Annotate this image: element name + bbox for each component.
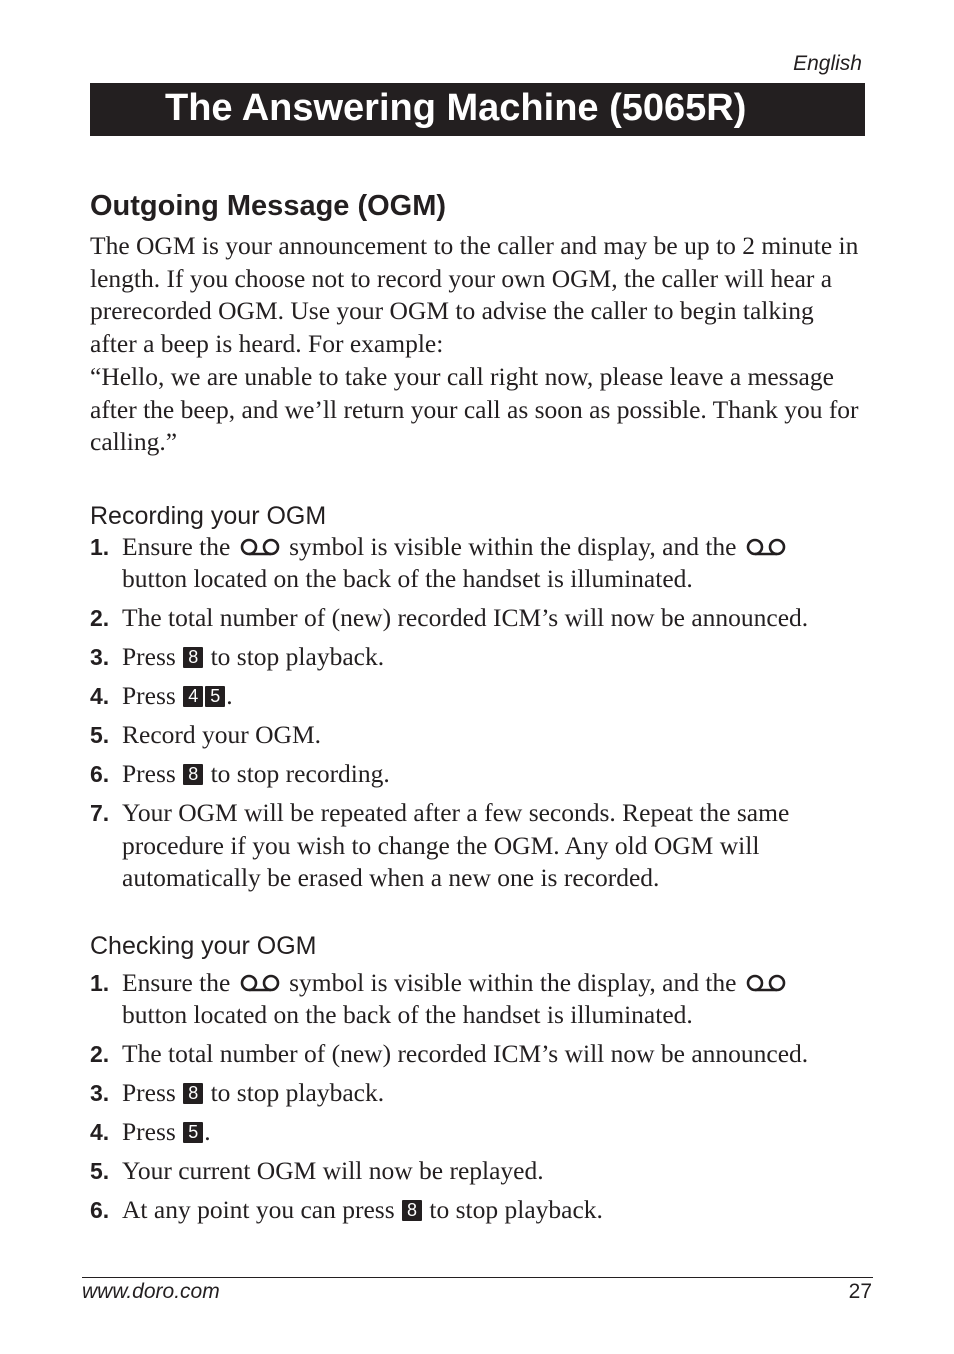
list-item bbox=[90, 1155, 865, 1188]
step-text: . bbox=[226, 681, 233, 711]
footer-divider bbox=[82, 1277, 873, 1278]
keypad-key-icon: 8 bbox=[183, 647, 203, 668]
step-text: Your current OGM will now be replayed. bbox=[122, 1156, 544, 1186]
step-text: symbol is visible within the display, and the bbox=[289, 967, 737, 997]
step-number: 5. bbox=[90, 1158, 110, 1185]
keypad-key-icon: 8 bbox=[183, 1083, 203, 1104]
step-text: Your OGM will be repeated after a few seconds. Repeat the same procedure if you wish to change the OGM. Any old OGM will automatically be erased when a new one is recorded. bbox=[122, 798, 790, 893]
step-text: symbol is visible within the display, and the bbox=[289, 531, 737, 561]
subheading-checking: Checking your OGM bbox=[90, 931, 317, 960]
step-text: to stop playback. bbox=[210, 642, 385, 672]
step-text: Press bbox=[122, 759, 176, 789]
footer-url: www.doro.com bbox=[82, 1280, 220, 1303]
page-title: The Answering Machine (5065R) bbox=[165, 87, 747, 129]
language-label: English bbox=[793, 52, 862, 75]
step-text: Ensure the bbox=[122, 531, 231, 561]
step-text: Ensure the bbox=[122, 967, 231, 997]
list-item bbox=[90, 680, 865, 713]
step-number: 1. bbox=[90, 969, 110, 996]
step-number: 3. bbox=[90, 644, 110, 671]
recording-steps bbox=[90, 531, 865, 895]
list-item bbox=[90, 1077, 865, 1110]
page-content bbox=[90, 186, 865, 1233]
keypad-key-icon: 8 bbox=[183, 764, 203, 785]
list-item bbox=[90, 1038, 865, 1071]
step-text: . bbox=[204, 1117, 211, 1147]
list-item bbox=[90, 1116, 865, 1149]
step-number: 2. bbox=[90, 1041, 110, 1068]
tape-reels-icon bbox=[745, 538, 787, 556]
section-heading-ogm: Outgoing Message (OGM) bbox=[90, 190, 447, 222]
keypad-key-icon: 5 bbox=[183, 1122, 203, 1143]
keypad-key-icon: 5 bbox=[205, 686, 225, 707]
step-number: 1. bbox=[90, 533, 110, 560]
list-item bbox=[90, 531, 865, 596]
step-text: Press bbox=[122, 642, 176, 672]
step-text: to stop recording. bbox=[210, 759, 390, 789]
list-item bbox=[90, 758, 865, 791]
step-number: 4. bbox=[90, 683, 110, 710]
step-text: The total number of (new) recorded ICM’s will now be announced. bbox=[122, 603, 809, 633]
step-text: button located on the back of the handset is illuminated. bbox=[122, 1000, 693, 1030]
step-number: 6. bbox=[90, 1197, 110, 1224]
step-text: Press bbox=[122, 1117, 176, 1147]
ogm-paragraph-1: The OGM is your announcement to the caller and may be up to 2 minute in length. If you choose not to record your own OGM, the caller will hear a prerecorded OGM. Use your OGM to advise the caller to begin talking after a beep is heard. For example: bbox=[90, 231, 859, 359]
step-number: 3. bbox=[90, 1080, 110, 1107]
step-text: button located on the back of the handset is illuminated. bbox=[122, 564, 693, 594]
page-number: 27 bbox=[848, 1280, 872, 1303]
step-text: Press bbox=[122, 1078, 176, 1108]
step-number: 5. bbox=[90, 722, 110, 749]
step-text: At any point you can press bbox=[122, 1195, 395, 1225]
list-item bbox=[90, 797, 865, 895]
ogm-paragraph-2: “Hello, we are unable to take your call right now, please leave a message after the beep, and we’ll return your call as soon as possible. Thank you for calling.” bbox=[90, 361, 859, 457]
tape-reels-icon bbox=[239, 974, 281, 992]
step-text: The total number of (new) recorded ICM’s will now be announced. bbox=[122, 1039, 809, 1069]
list-item bbox=[90, 1194, 865, 1227]
step-number: 2. bbox=[90, 605, 110, 632]
list-item bbox=[90, 641, 865, 674]
list-item bbox=[90, 719, 865, 752]
step-text: Record your OGM. bbox=[122, 720, 322, 750]
checking-steps bbox=[90, 967, 865, 1227]
step-number: 7. bbox=[90, 800, 110, 827]
tape-reels-icon bbox=[239, 538, 281, 556]
list-item bbox=[90, 967, 865, 1032]
subheading-recording: Recording your OGM bbox=[90, 501, 327, 530]
list-item bbox=[90, 602, 865, 635]
step-number: 6. bbox=[90, 761, 110, 788]
step-text: to stop playback. bbox=[429, 1195, 603, 1225]
step-number: 4. bbox=[90, 1119, 110, 1146]
step-text: to stop playback. bbox=[210, 1078, 385, 1108]
tape-reels-icon bbox=[745, 974, 787, 992]
keypad-key-icon: 4 bbox=[183, 686, 203, 707]
page-title-bar bbox=[90, 83, 865, 136]
step-text: Press bbox=[122, 681, 176, 711]
keypad-key-icon: 8 bbox=[402, 1200, 422, 1221]
